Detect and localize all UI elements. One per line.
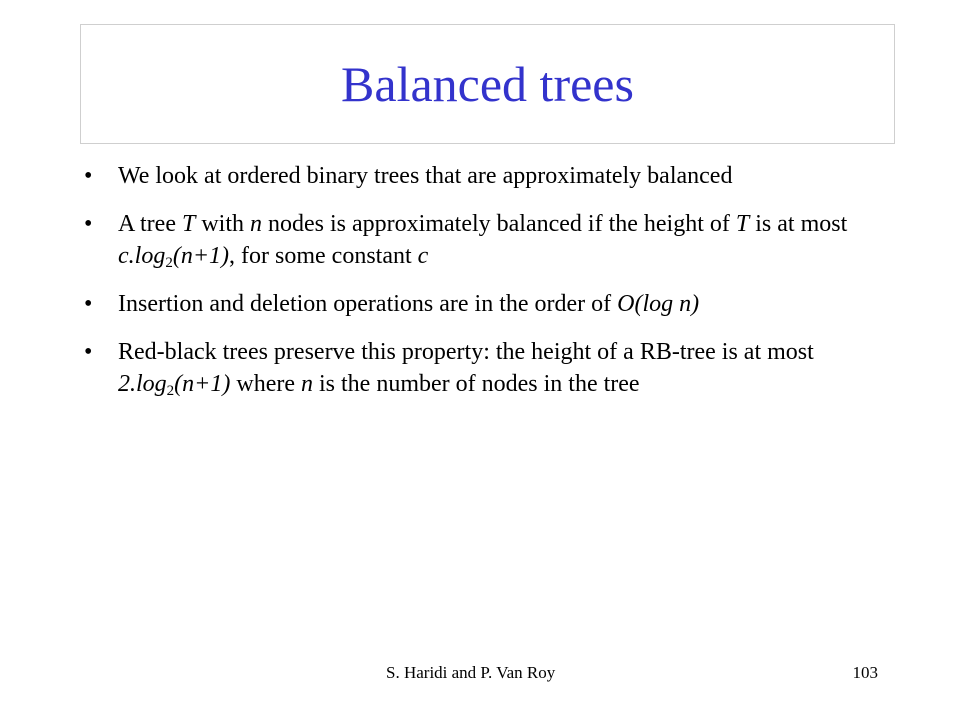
footer-author: S. Haridi and P. Van Roy xyxy=(386,663,556,682)
bullet-dot-icon: • xyxy=(84,211,93,237)
bullet-text xyxy=(118,163,732,189)
text-run: Red-black trees preserve this property: the height of a RB-tree is at most xyxy=(118,339,814,365)
text-run: A tree xyxy=(118,211,182,237)
text-run: is the number of nodes in the tree xyxy=(313,371,640,397)
bullet-item xyxy=(84,336,884,400)
text-run: T xyxy=(735,211,750,237)
page-number: 103 xyxy=(852,663,878,682)
bullet-item xyxy=(84,208,884,272)
bullet-dot-icon: • xyxy=(84,163,93,189)
text-run: (n+1) xyxy=(174,371,231,397)
text-run: c.log xyxy=(118,243,166,269)
text-run: Insertion and deletion operations are in the order of xyxy=(118,291,618,317)
slide-title: Balanced trees xyxy=(341,56,634,112)
bullet-list xyxy=(84,160,884,416)
bullet-dot-icon: • xyxy=(84,291,93,317)
subscript: 2 xyxy=(166,383,175,399)
text-run: with xyxy=(195,211,251,237)
title-box xyxy=(80,24,895,144)
text-run: n xyxy=(250,211,263,237)
subscript: 2 xyxy=(165,255,173,271)
text-run: nodes is approximately balanced if the height of xyxy=(262,211,736,237)
bullet-text xyxy=(118,211,847,269)
bullet-item xyxy=(84,288,884,320)
text-run: We look at ordered binary trees that are approximately balanced xyxy=(118,163,733,189)
text-run: (n+1) xyxy=(172,243,230,269)
bullet-dot-icon: • xyxy=(84,339,93,365)
text-run: n xyxy=(301,371,313,397)
text-run: T xyxy=(181,211,196,237)
text-run: where xyxy=(230,371,301,397)
text-run: O(log n) xyxy=(617,291,700,317)
text-run: 2.log xyxy=(118,371,167,397)
bullet-text xyxy=(118,339,814,397)
bullet-text xyxy=(118,291,699,317)
text-run: , for some constant xyxy=(229,243,418,269)
bullet-item xyxy=(84,160,884,192)
text-run: c xyxy=(417,243,429,269)
text-run: is at most xyxy=(749,211,848,237)
